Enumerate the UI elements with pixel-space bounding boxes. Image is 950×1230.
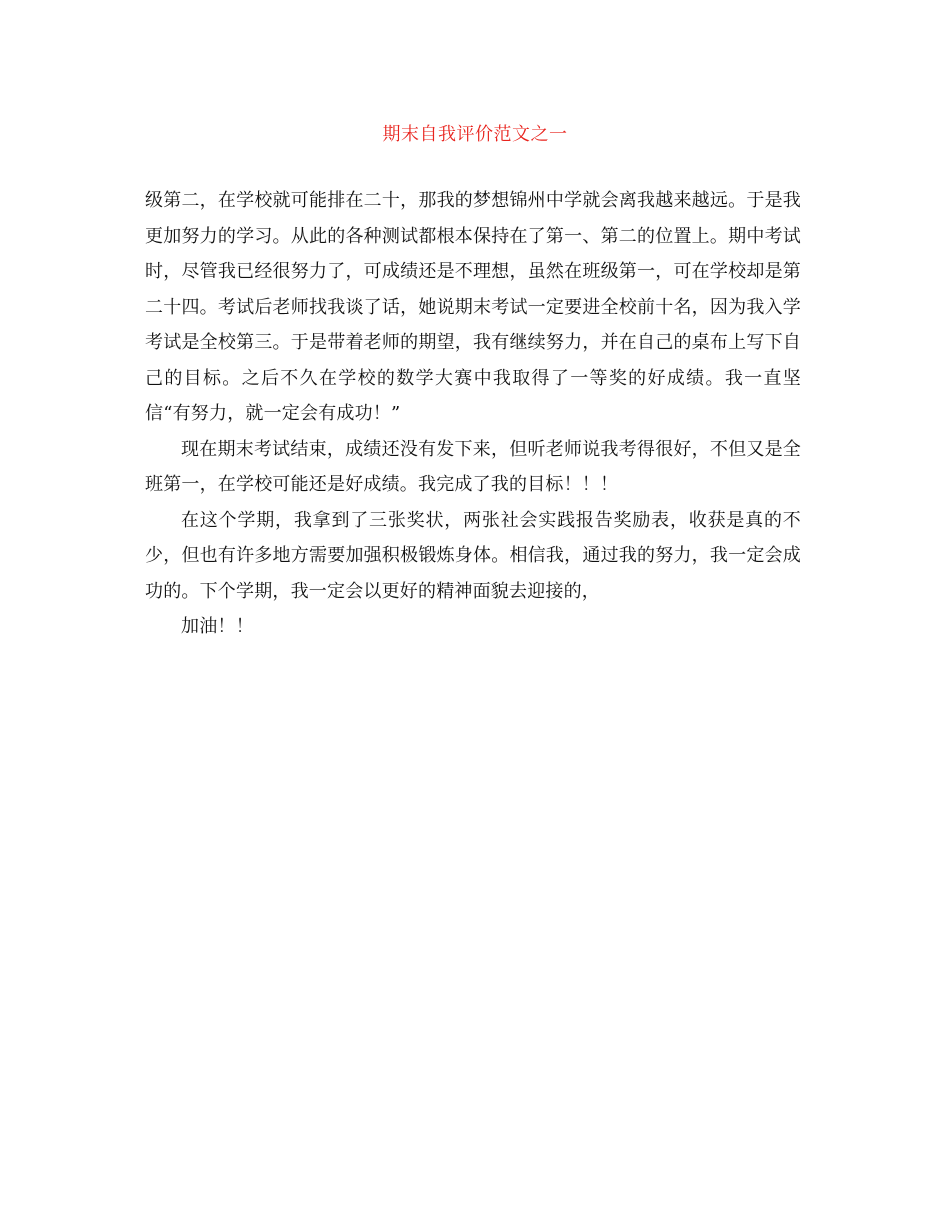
paragraph-4: 加油！！ (181, 616, 254, 637)
document-title: 期末自我评价范文之一 (382, 124, 568, 145)
document-body (145, 183, 801, 645)
paragraph-3: 在这个学期，我拿到了三张奖状，两张社会实践报告奖励表，收获是真的不少，但也有许多地方需要加强积极锻炼身体。相信我，通过我的努力，我一定会成功的。下个学期，我一定会以更好的精神面貌去迎接的， (145, 509, 801, 602)
paragraph-1: 级第二，在学校就可能排在二十，那我的梦想锦州中学就会离我越来越远。于是我更加努力的学习。从此的各种测试都根本保持在了第一、第二的位置上。期中考试时，尽管我已经很努力了，可成绩还是不理想，虽然在班级第一，可在学校却是第二十四。考试后老师找我谈了话，她说期末考试一定要进全校前十名，因为我入学考试是全校第三。于是带着老师的期望，我有继续努力，并在自己的桌布上写下自己的目标。之后不久在学校的数学大赛中我取得了一等奖的好成绩。我一直坚信“有努力，就一定会有成功！” (145, 190, 801, 424)
paragraph-2: 现在期末考试结束，成绩还没有发下来，但听老师说我考得很好，不但又是全班第一，在学校可能还是好成绩。我完成了我的目标！！！ (145, 438, 801, 495)
